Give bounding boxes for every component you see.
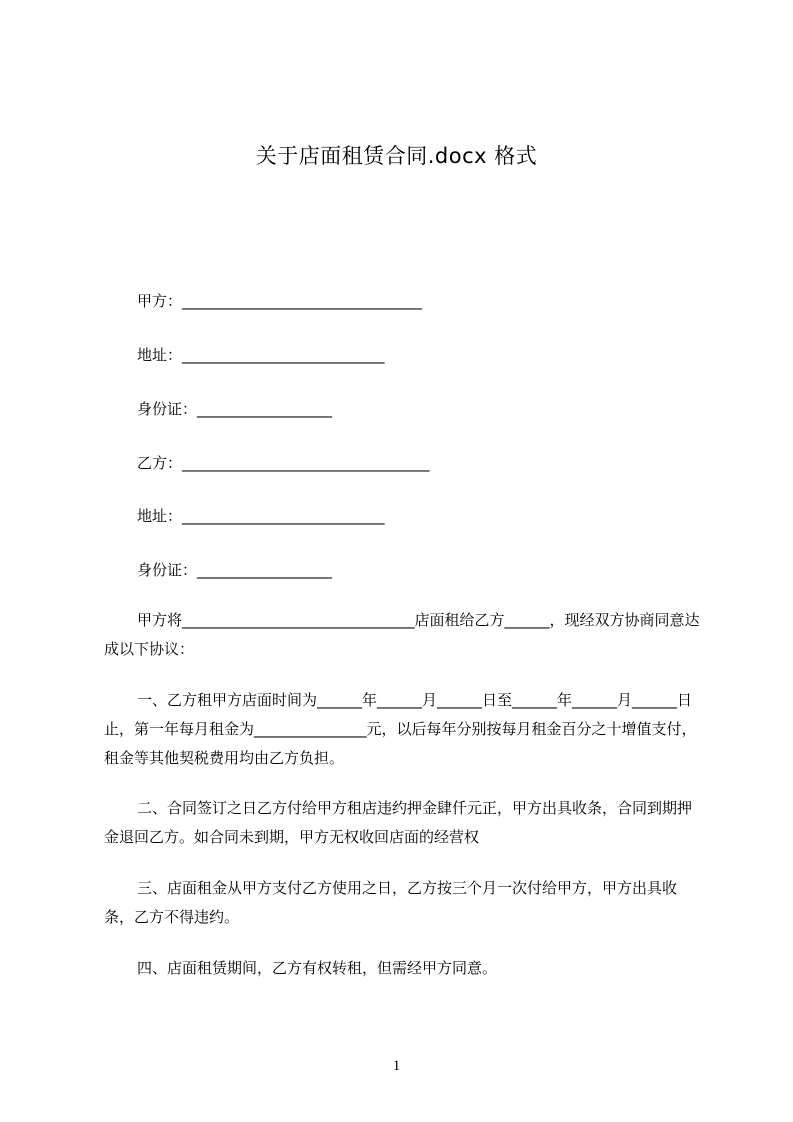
page-number: 1 xyxy=(392,1058,401,1074)
party-b-line: 乙方：_________________________________ xyxy=(137,454,430,472)
intro-paragraph: 甲方将_______________________________店面租给乙方______，现经双方协商同意达成以下协议： xyxy=(104,611,700,658)
party-b-id-line: 身份证：__________________ xyxy=(137,561,333,579)
clause-3-paragraph: 三、店面租金从甲方支付乙方使用之日，乙方按三个月一次付给甲方，甲方出具收条，乙方不得违约。 xyxy=(104,879,678,926)
party-a-id-line: 身份证：__________________ xyxy=(137,400,333,418)
document-title: 关于店面租赁合同.docx 格式 xyxy=(255,144,538,168)
clause-1-paragraph: 一、乙方租甲方店面时间为______年______月______日至______年______月______日止，第一年每月租金为_______________元，以后每年分别按每月租金百分之十增值支付，租金等其他契税费用均由乙方负担。 xyxy=(104,691,697,767)
clause-4-paragraph: 四、店面租赁期间，乙方有权转租，但需经甲方同意。 xyxy=(137,959,498,977)
clause-2-paragraph: 二、合同签订之日乙方付给甲方租店违约押金肆仟元正，甲方出具收条，合同到期押金退回乙方。如合同未到期，甲方无权收回店面的经营权 xyxy=(104,799,693,846)
party-a-line: 甲方：________________________________ xyxy=(137,292,423,310)
party-a-address-line: 地址：___________________________ xyxy=(137,346,385,364)
party-b-address-line: 地址：___________________________ xyxy=(137,507,385,525)
